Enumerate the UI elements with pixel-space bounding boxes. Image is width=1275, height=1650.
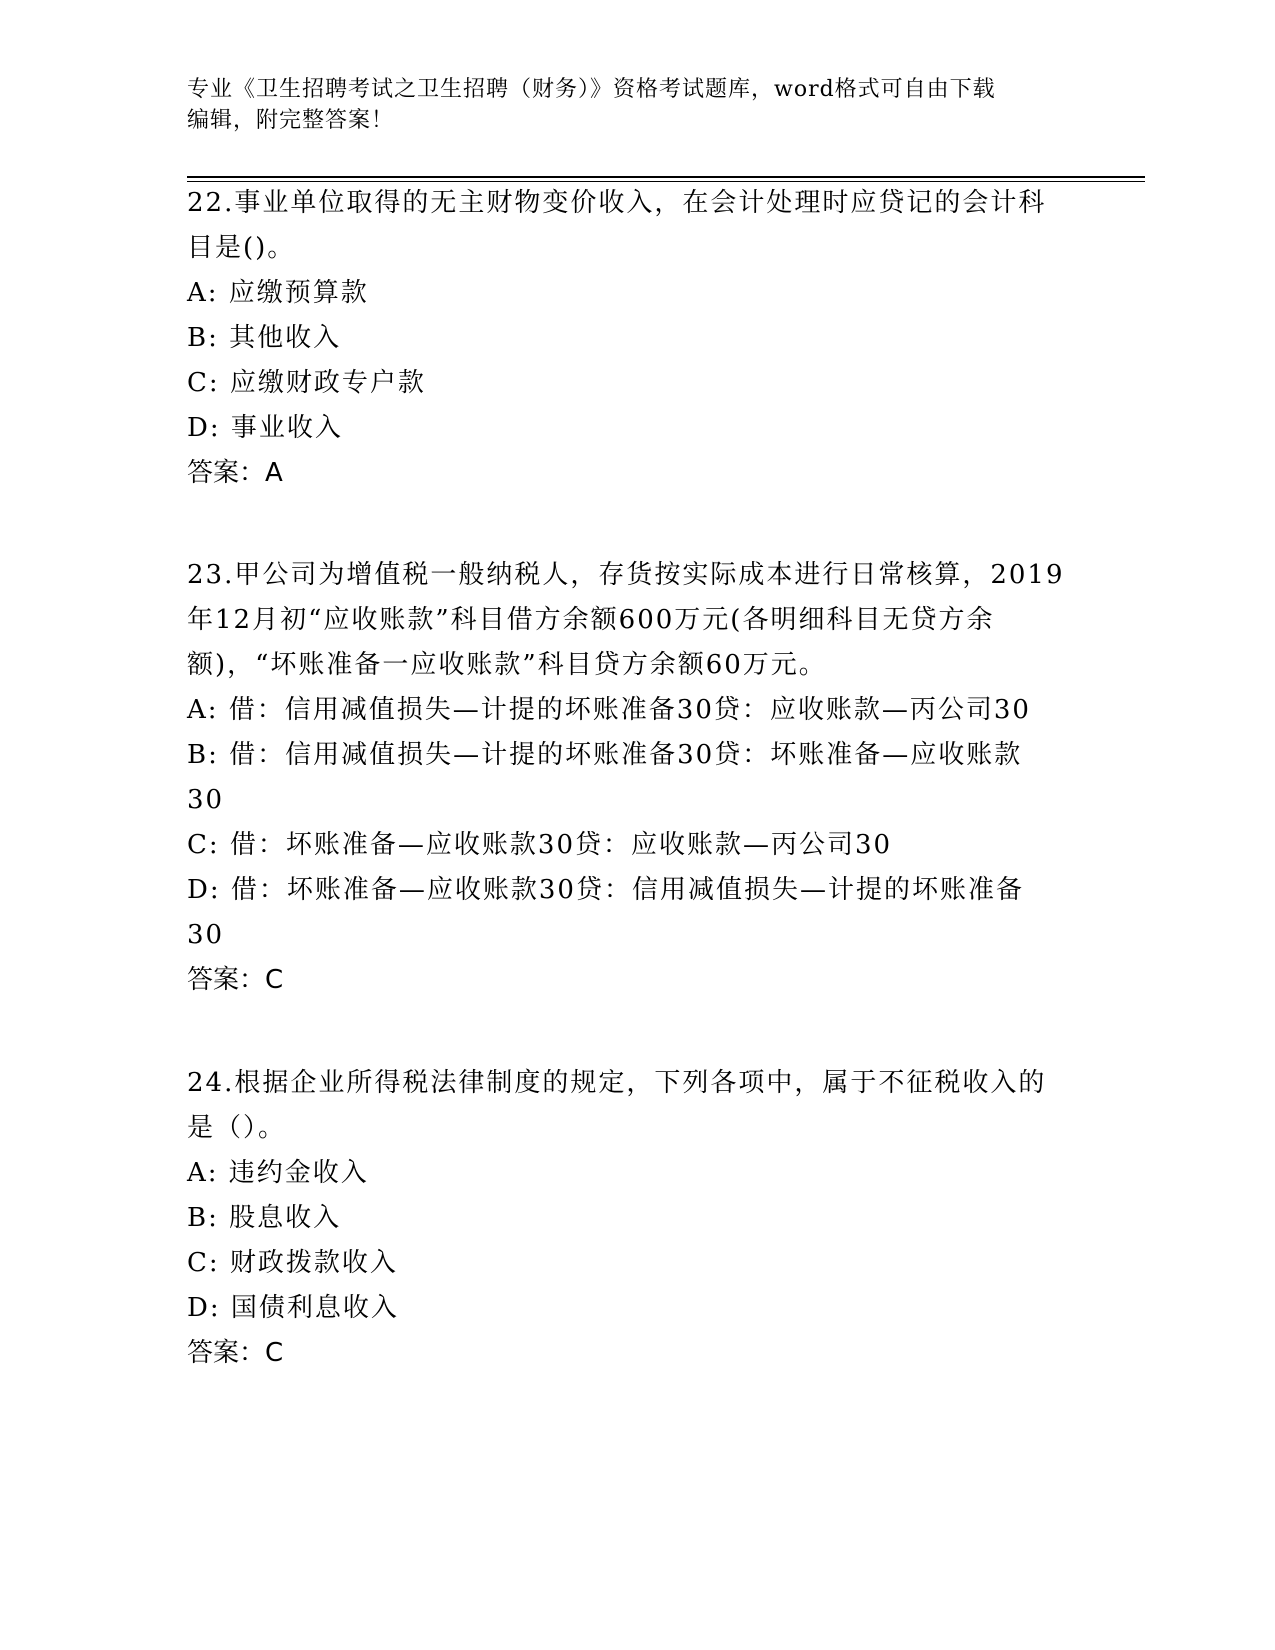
header-line: 专业《卫生招聘考试之卫生招聘（财务）》资格考试题库，word格式可自由下载 [187,77,996,102]
option-a: A: 违约金收入 [187,1158,369,1188]
answer: 答案：A [187,458,283,488]
header-divider-thick [187,176,1145,178]
option-c: C: 财政拨款收入 [187,1248,398,1278]
question-stem: 24.根据企业所得税法律制度的规定，下列各项中，属于不征税收入的 [187,1068,1047,1098]
option-d-continued: 30 [187,920,225,950]
option-d: D: 国债利息收入 [187,1293,399,1323]
answer: 答案：C [187,1338,284,1368]
question-stem: 年12月初“应收账款”科目借方余额600万元(各明细科目无贷方余 [187,605,995,635]
option-b: B: 股息收入 [187,1203,342,1233]
document-header [187,74,1087,136]
answer: 答案：C [187,965,284,995]
option-b: B: 借：信用减值损失—计提的坏账准备30贷：坏账准备—应收账款 [187,740,1023,770]
header-line: 编辑，附完整答案！ [187,108,395,133]
question-23 [187,553,1087,1003]
question-stem: 是（）。 [187,1113,287,1143]
option-a: A: 借：信用减值损失—计提的坏账准备30贷：应收账款—丙公司30 [187,695,1031,725]
question-22 [187,181,1087,496]
question-stem: 22.事业单位取得的无主财物变价收入，在会计处理时应贷记的会计科 [187,188,1047,218]
question-24 [187,1061,1087,1376]
option-b: B: 其他收入 [187,323,342,353]
question-stem: 额)，“坏账准备一应收账款”科目贷方余额60万元。 [187,650,827,680]
option-a: A: 应缴预算款 [187,278,369,308]
option-d: D: 事业收入 [187,413,343,443]
option-b-continued: 30 [187,785,225,815]
option-d: D: 借：坏账准备—应收账款30贷：信用减值损失—计提的坏账准备 [187,875,1024,905]
option-c: C: 应缴财政专户款 [187,368,426,398]
question-stem: 目是()。 [187,233,296,263]
option-c: C: 借：坏账准备—应收账款30贷：应收账款—丙公司30 [187,830,893,860]
question-stem: 23.甲公司为增值税一般纳税人，存货按实际成本进行日常核算，2019 [187,560,1065,590]
